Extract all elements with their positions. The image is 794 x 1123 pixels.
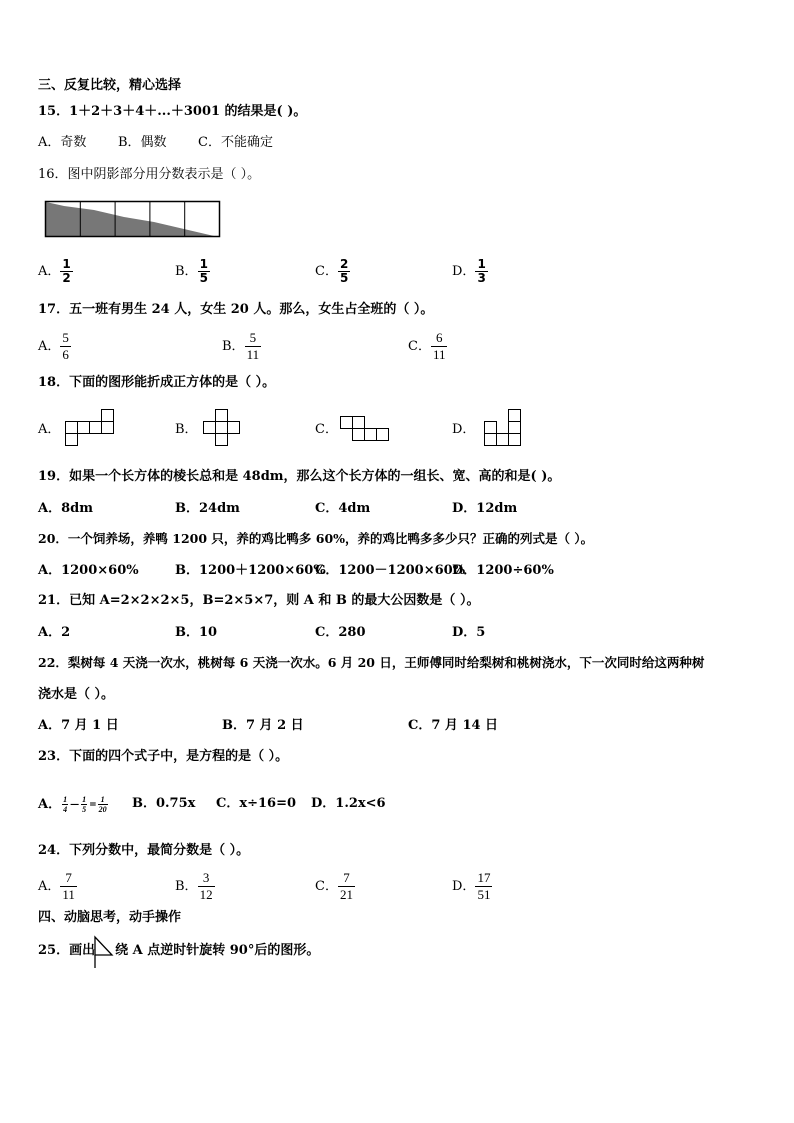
q24-text: 24．下列分数中，最简分数是（ ）。	[38, 843, 250, 858]
q24-option-d[interactable]: D． $\frac{17}{51}$	[452, 870, 491, 902]
q16-option-c[interactable]: C． $\frac{2}{5}$	[315, 257, 349, 285]
q17-option-b[interactable]: B． $\frac{5}{11}$	[222, 330, 260, 362]
q23-text: 23．下面的四个式子中，是方程的是（ ）。	[38, 749, 289, 764]
q19-option-a[interactable]: A．8dm	[38, 501, 93, 516]
q18-net-b-icon	[202, 409, 244, 449]
q16-option-a[interactable]: A． $\frac{1}{2}$	[38, 257, 71, 285]
q20-option-c[interactable]: C．1200－1200×60%	[315, 563, 466, 578]
q23-option-a[interactable]: A． $\frac{1}{4}$ — $\frac{1}{5}$ = $\frac{1}{20}$	[38, 795, 107, 814]
q18-option-a[interactable]: A．	[38, 422, 61, 437]
q20-option-d[interactable]: D．1200÷60%	[452, 563, 554, 578]
q23-option-b[interactable]: B．0.75x	[132, 796, 196, 811]
q20-option-a[interactable]: A．1200×60%	[38, 563, 139, 578]
q17-text: 17．五一班有男生 24 人，女生 20 人。那么，女生占全班的（ ）。	[38, 302, 434, 317]
q24-option-c[interactable]: C． $\frac{7}{21}$	[315, 870, 353, 902]
q24-option-b[interactable]: B． $\frac{3}{12}$	[175, 870, 213, 902]
q21-option-d[interactable]: D．5	[452, 625, 486, 640]
q19-text: 19．如果一个长方体的棱长总和是 48dm，那么这个长方体的一组长、宽、高的和是( )。	[38, 469, 561, 484]
q19-option-d[interactable]: D．12dm	[452, 501, 518, 516]
q23-option-d[interactable]: D．1.2x<6	[311, 796, 386, 811]
q16-shaded-figure	[44, 200, 224, 240]
q20-option-b[interactable]: B．1200＋1200×60%	[175, 563, 326, 578]
q16-option-d[interactable]: D． $\frac{1}{3}$	[452, 257, 486, 285]
q22-text-line2: 浇水是（ ）。	[38, 687, 115, 702]
q25-triangle-figure	[92, 935, 114, 969]
q21-option-b[interactable]: B．10	[175, 625, 218, 640]
q21-text: 21．已知 A=2×2×2×5，B=2×5×7，则 A 和 B 的最大公因数是（ ）。	[38, 593, 480, 608]
q24-option-a[interactable]: A． $\frac{7}{11}$	[38, 870, 75, 902]
q22-text-line1: 22．梨树每 4 天浇一次水，桃树每 6 天浇一次水。6 月 20 日，王师傅同时给梨树和桃树浇水，下一次同时给这两种树	[38, 655, 705, 670]
q23-option-c[interactable]: C．x÷16=0	[216, 796, 297, 811]
q18-text: 18．下面的图形能折成正方体的是（ ）。	[38, 375, 276, 390]
section-4-title: 四、动脑思考，动手操作	[38, 910, 182, 925]
q22-option-c[interactable]: C．7 月 14 日	[408, 718, 499, 733]
q15-option-b[interactable]: B．偶数	[118, 135, 167, 150]
q18-net-d-icon	[481, 407, 523, 449]
q20-text: 20．一个饲养场，养鸭 1200 只，养的鸡比鸭多 60%，养的鸡比鸭多多少只？正确的列式是（ ）。	[38, 531, 594, 546]
q19-option-c[interactable]: C．4dm	[315, 501, 371, 516]
q18-option-d[interactable]: D．	[452, 422, 476, 437]
q18-net-a-icon	[64, 409, 116, 447]
q16-option-b[interactable]: B． $\frac{1}{5}$	[175, 257, 208, 285]
q22-option-b[interactable]: B．7 月 2 日	[222, 718, 304, 733]
q19-option-b[interactable]: B．24dm	[175, 501, 240, 516]
q16-text: 16．图中阴影部分用分数表示是（ ）。	[38, 167, 261, 182]
q15-text: 15．1＋2＋3＋4＋...＋3001 的结果是( )。	[38, 104, 307, 119]
q15-option-a[interactable]: A．奇数	[38, 135, 87, 150]
q17-option-a[interactable]: A． $\frac{5}{6}$	[38, 330, 69, 362]
q18-option-c[interactable]: C．	[315, 422, 338, 437]
q18-net-c-icon	[339, 415, 393, 443]
q21-option-a[interactable]: A．2	[38, 625, 71, 640]
section-3-title: 三、反复比较，精心选择	[38, 78, 182, 93]
q25-text: 25．画出 绕 A 点逆时针旋转 90°后的图形。	[38, 943, 320, 958]
q21-option-c[interactable]: C．280	[315, 625, 366, 640]
q22-option-a[interactable]: A．7 月 1 日	[38, 718, 119, 733]
q18-option-b[interactable]: B．	[175, 422, 198, 437]
q15-option-c[interactable]: C．不能确定	[198, 135, 273, 150]
q17-option-c[interactable]: C． $\frac{6}{11}$	[408, 330, 446, 362]
